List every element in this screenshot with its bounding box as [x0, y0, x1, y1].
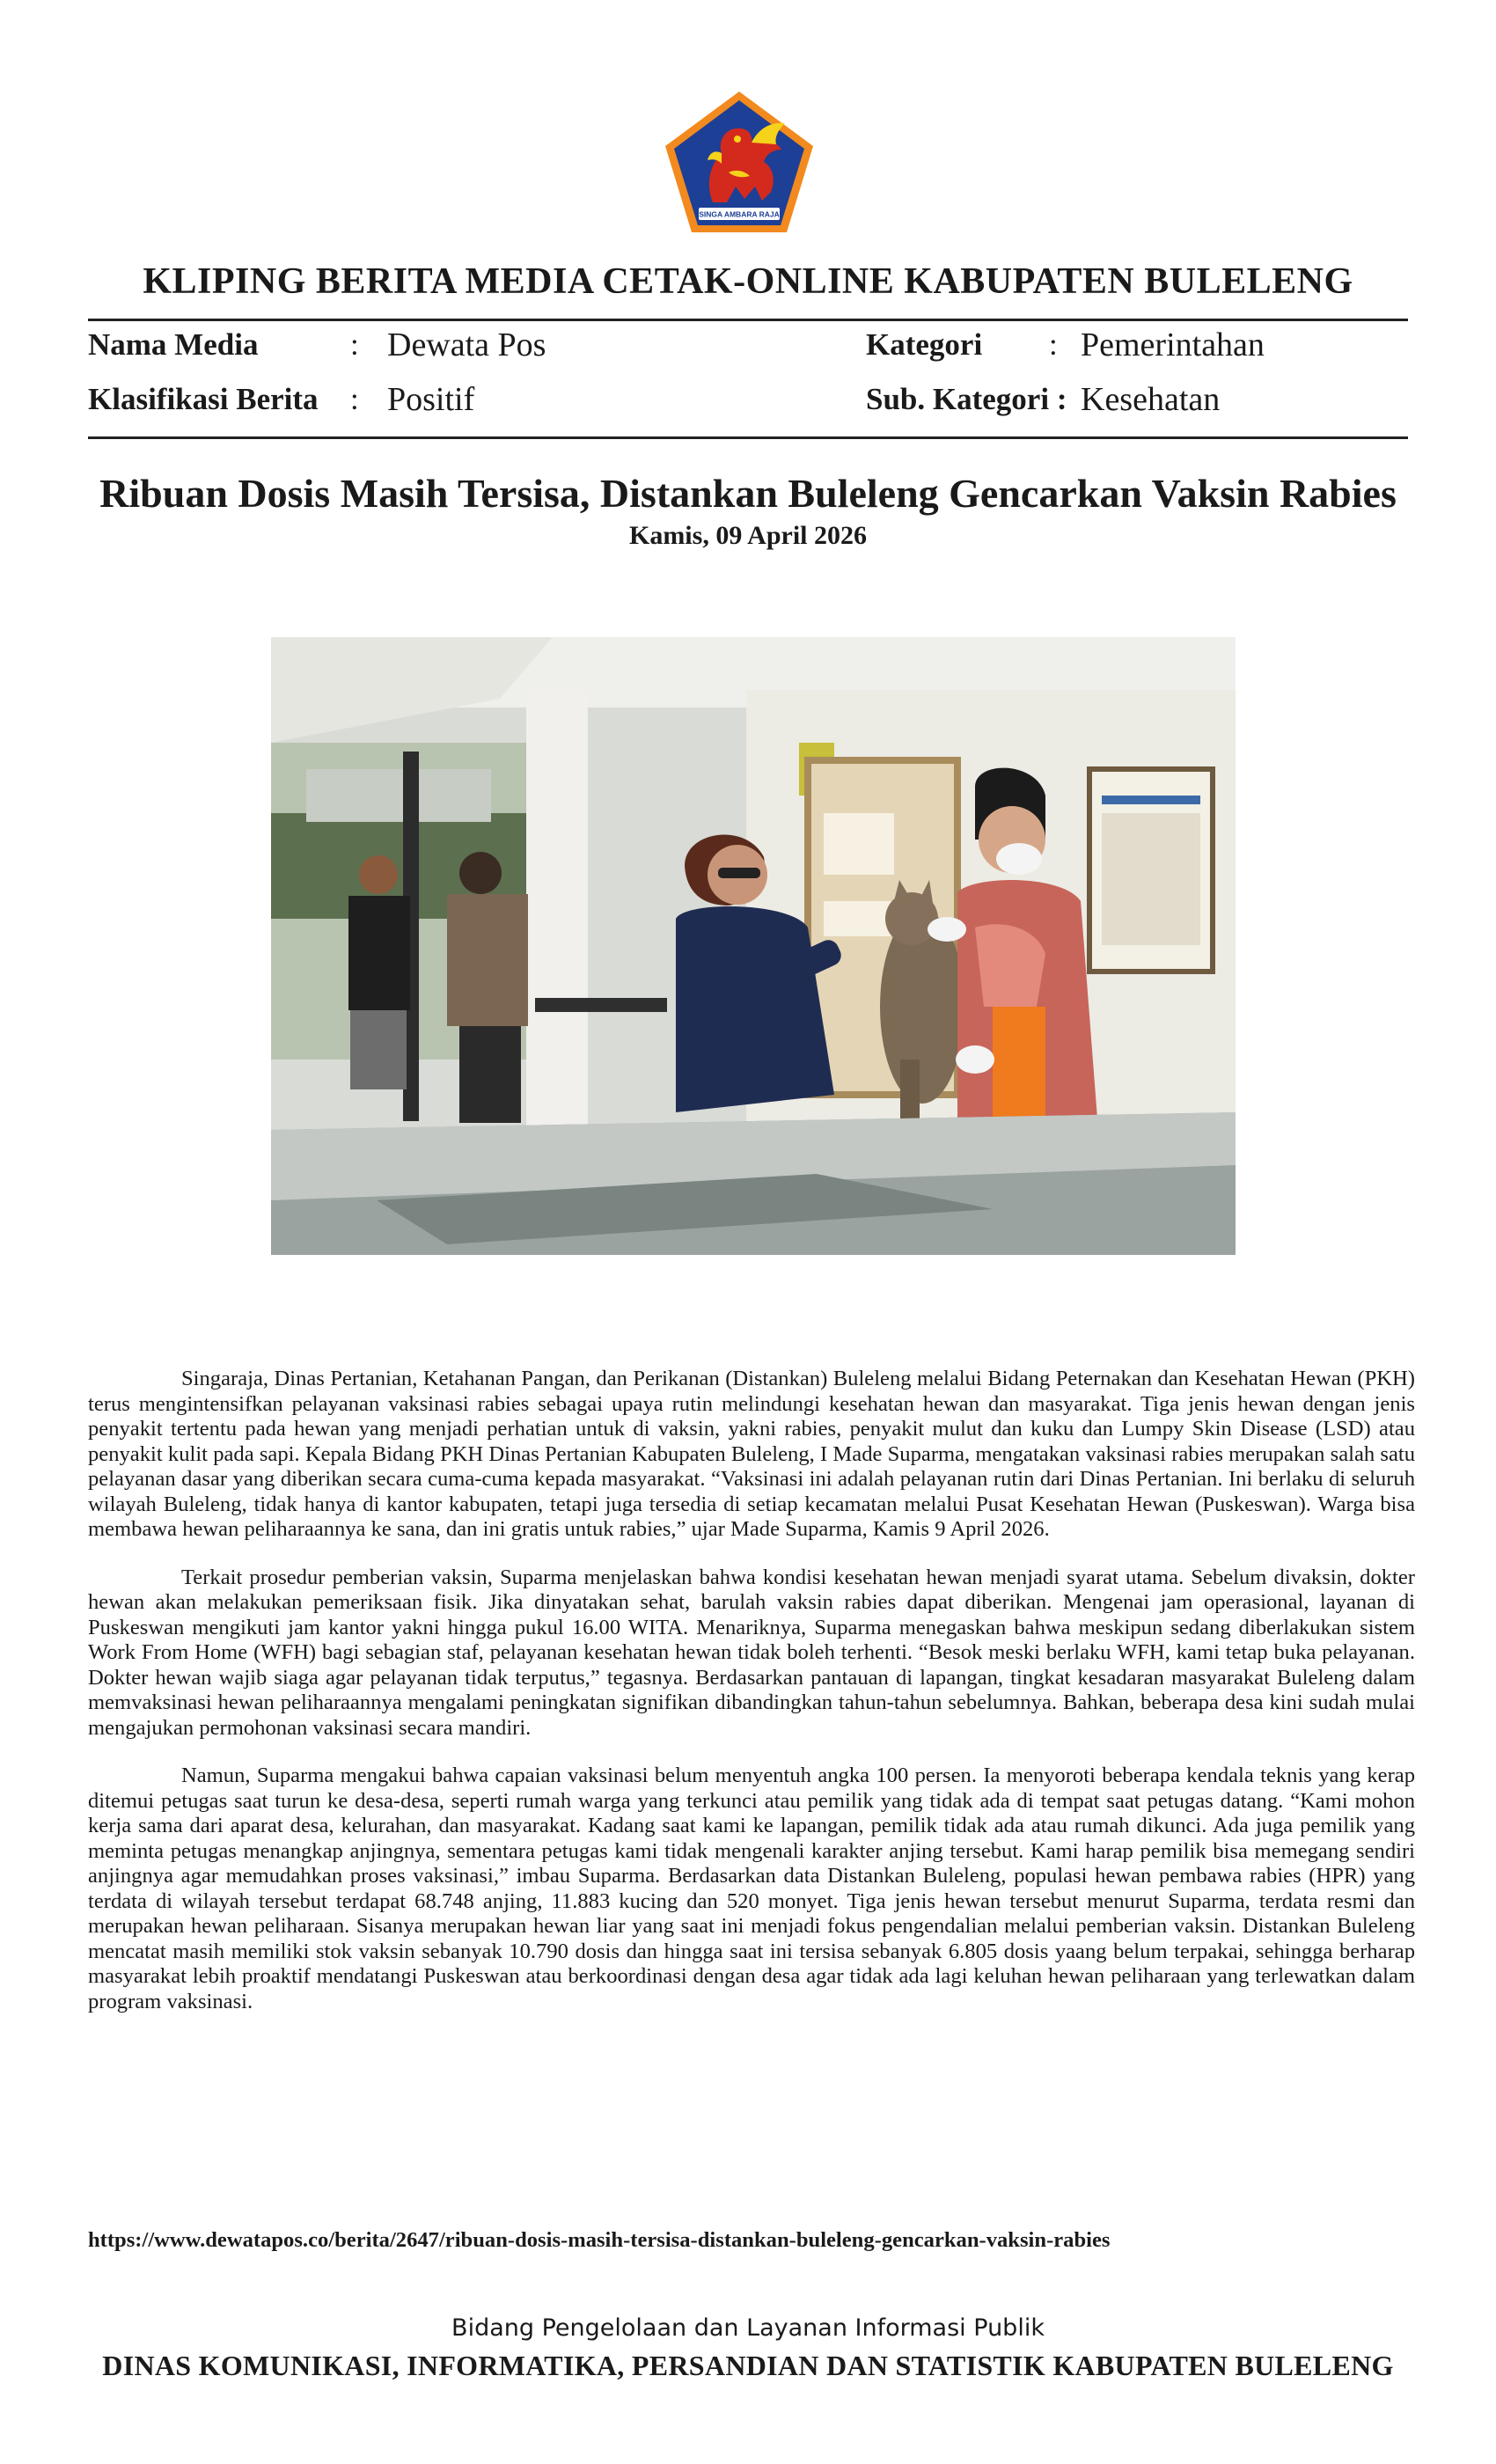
vaccination-photo	[271, 637, 1236, 1255]
svg-text:SINGA AMBARA RAJA: SINGA AMBARA RAJA	[699, 209, 780, 219]
kategori-label: Kategori	[866, 327, 983, 362]
klasifikasi-value: Positif	[387, 381, 475, 418]
nama-media-colon: :	[350, 327, 359, 362]
nama-media-value: Dewata Pos	[387, 326, 546, 363]
klasifikasi-colon: :	[350, 382, 359, 416]
article-paragraph-3: Namun, Suparma mengakui bahwa capaian vaksinasi belum menyentuh angka 100 persen. Ia menyoroti beberapa kendala teknis yang kerap ditemui petugas saat turun ke desa-desa, seperti rumah warga yang terkunci atau pemilik yang tidak ada di tempat saat petugas datang. “Kami mohon kerja sama dari aparat desa, kelurahan, dan masyarakat. Kadang saat kami ke lapangan, pemilik tidak ada atau rumah dikunci. Ada juga pemilik yang meminta petugas menangkap anjingnya, sementara petugas kami tidak mengenali karakter anjing tersebut. Kami harap pemilik bisa memegang sendiri anjingnya agar memudahkan proses vaksinasi,” imbau Suparma. Berdasarkan data Distankan Buleleng, populasi hewan pembawa rabies (HPR) yang terdata di wilayah tersebut terdapat 68.748 anjing, 11.883 kucing dan 520 monyet. Tiga jenis hewan tersebut menurut Suparma, terdata resmi dan merupakan hewan peliharaan. Sisanya merupakan hewan liar yang saat ini menjadi fokus pengendalian melalui pemberian vaksin. Distankan Buleleng mencatat masih memiliki stok vaksin sebanyak 10.790 dosis dan hingga saat ini tersisa sebanyak 6.805 dosis yaang belum terpakai, sehingga berharap masyarakat lebih proaktif mendatangi Puskeswan atau berkoordinasi dengan desa agar tidak ada lagi keluhan hewan peliharaan yang terlewatkan dalam program vaksinasi.	[88, 1764, 1415, 2013]
footer-agency: DINAS KOMUNIKASI, INFORMATIKA, PERSANDIAN DAN STATISTIK KABUPATEN BULELENG	[102, 2350, 1394, 2381]
article-date: Kamis, 09 April 2026	[628, 521, 867, 550]
nama-media-label: Nama Media	[88, 327, 259, 362]
article-paragraph-1: Singaraja, Dinas Pertanian, Ketahanan Pangan, dan Perikanan (Distankan) Buleleng melalui Bidang Peternakan dan Kesehatan Hewan (PKH) terus mengintensifkan pelayanan vaksinasi rabies sebagai upaya rutin melindungi kesehatan hewan dan masyarakat. Tiga jenis hewan dengan jenis penyakit tertentu pada hewan yang menjadi perhatian untuk di vaksin, yakni rabies, penyakit mulut dan kuku dan Lumpy Skin Disease (LSD) atau penyakit kulit pada sapi. Kepala Bidang PKH Dinas Pertanian Kabupaten Buleleng, I Made Suparma, mengatakan vaksinasi rabies merupakan salah satu pelayanan dasar yang diberikan secara cuma-cuma kepada masyarakat. “Vaksinasi ini adalah pelayanan rutin dari Dinas Pertanian. Ini berlaku di seluruh wilayah Buleleng, tidak hanya di kantor kabupaten, tetapi juga tersedia di setiap kecamatan melalui Pusat Kesehatan Hewan (Puskeswan). Warga bisa membawa hewan peliharaannya ke sana, dan ini gratis untuk rabies,” ujar Made Suparma, Kamis 9 April 2026.	[88, 1367, 1415, 1541]
kategori-colon: :	[1049, 327, 1058, 362]
klasifikasi-label: Klasifikasi Berita	[88, 382, 319, 416]
kategori-value: Pemerintahan	[1081, 326, 1265, 363]
article-paragraph-2: Terkait prosedur pemberian vaksin, Suparma menjelaskan bahwa kondisi kesehatan hewan menjadi syarat utama. Sebelum divaksin, dokter hewan akan melakukan pemeriksaan fisik. Jika dinyatakan sehat, barulah vaksin rabies dapat diberikan. Mengenai jam operasional, layanan di Puskeswan mengikuti jam kantor yakni hingga pukul 16.00 WITA. Menariknya, Suparma menegaskan bahwa meskipun sedang diberlakukan sistem Work From Home (WFH) bagi sebagian staf, pelayanan kesehatan hewan tidak boleh terhenti. “Besok meski berlaku WFH, kami tetap buka pelayanan. Dokter hewan wajib siaga agar pelayanan tidak terputus,” tegasnya. Berdasarkan pantauan di lapangan, tingkat kesadaran masyarakat Buleleng dalam memvaksinasi hewan peliharaannya mengalami peningkatan signifikan dibandingkan tahun-tahun sebelumnya. Bahkan, beberapa desa kini sudah mulai mengajukan permohonan vaksinasi secara mandiri.	[88, 1565, 1415, 1740]
source-url-link[interactable]: https://www.dewatapos.co/berita/2647/ribuan-dosis-masih-tersisa-distankan-buleleng-gencarkan-vaksin-rabies	[88, 2228, 1111, 2252]
buleleng-crest-logo	[660, 88, 818, 238]
header-divider-top	[88, 319, 1408, 321]
kliping-title: KLIPING BERITA MEDIA CETAK-ONLINE KABUPATEN BULELENG	[143, 261, 1353, 302]
footer-unit: Bidang Pengelolaan dan Layanan Informasi Publik	[451, 2314, 1045, 2342]
sub-kategori-value: Kesehatan	[1081, 381, 1221, 418]
header-divider-bottom	[88, 436, 1408, 439]
article-headline: Ribuan Dosis Masih Tersisa, Distankan Buleleng Gencarkan Vaksin Rabies	[99, 471, 1397, 516]
article-body	[88, 1367, 1415, 2014]
sub-kategori-label: Sub. Kategori :	[866, 382, 1067, 416]
